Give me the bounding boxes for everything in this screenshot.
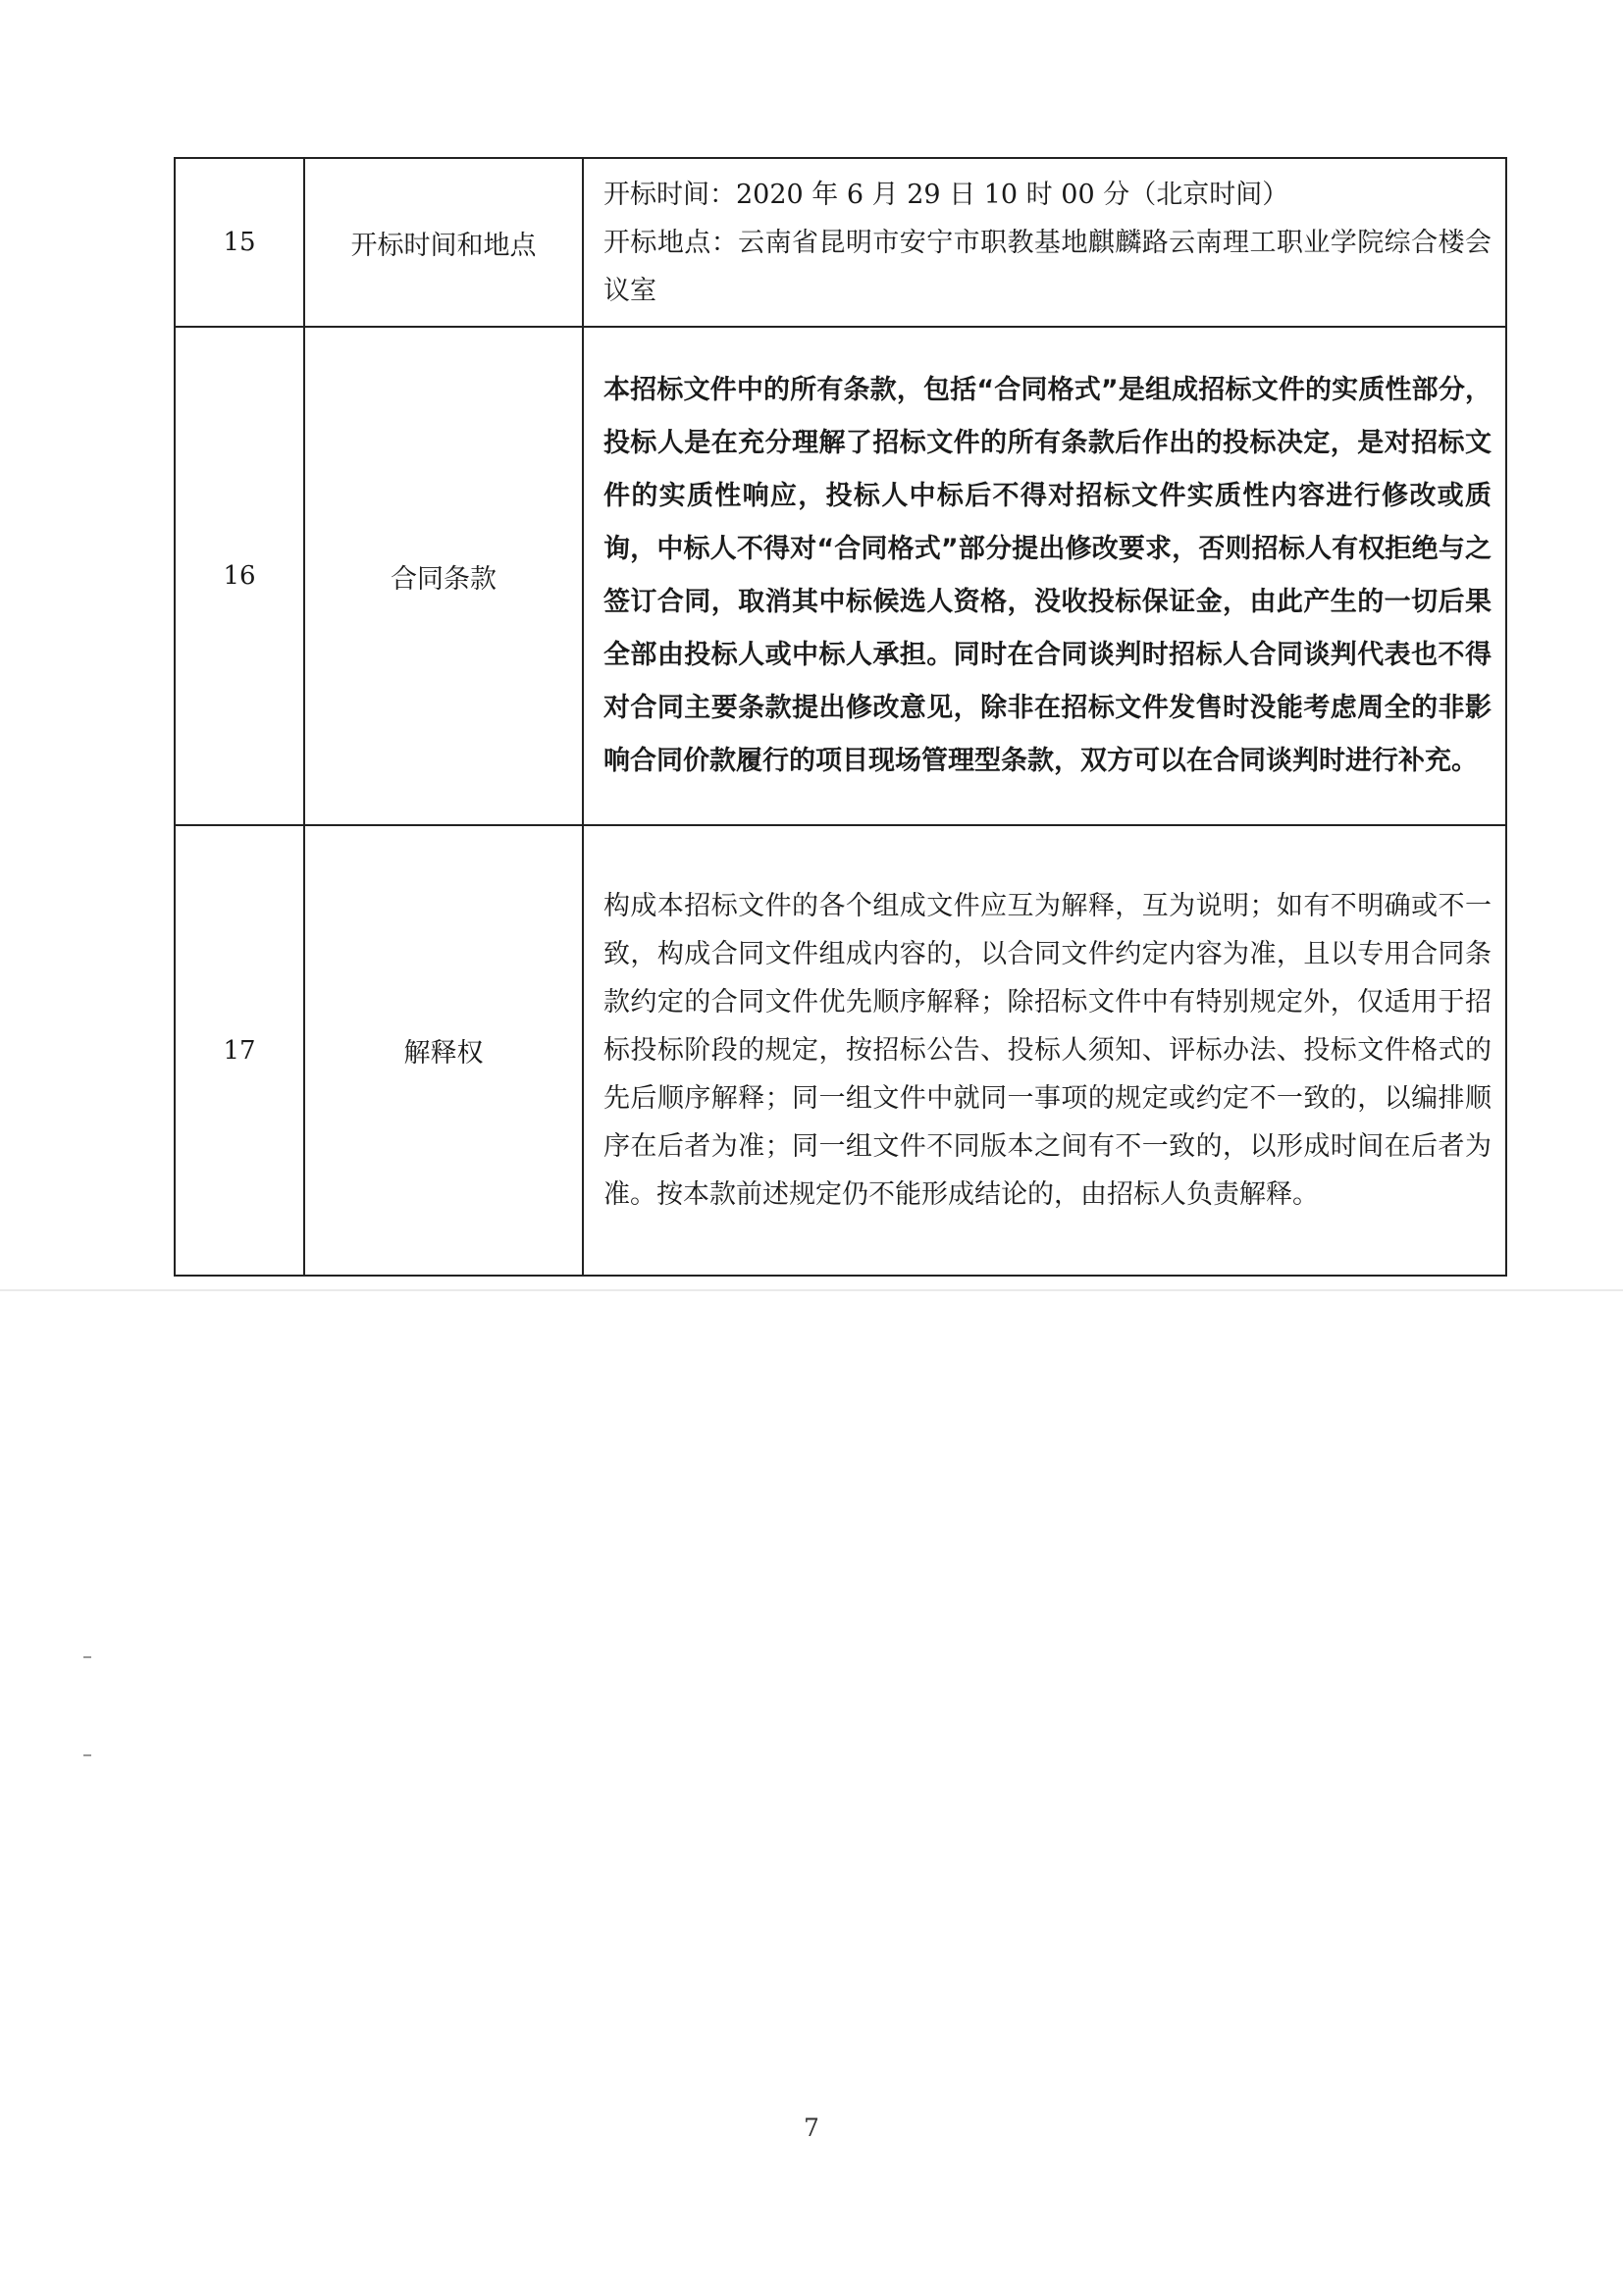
margin-mark — [83, 1754, 91, 1756]
margin-mark — [83, 1656, 91, 1658]
table-row — [175, 327, 1506, 825]
table-row — [175, 158, 1506, 327]
clause-number: 16 — [175, 327, 304, 825]
clause-content — [583, 158, 1506, 327]
clause-name: 解释权 — [304, 825, 583, 1276]
clause-name: 开标时间和地点 — [304, 158, 583, 327]
clause-number: 15 — [175, 158, 304, 327]
opening-time-line: 开标时间：2020 年 6 月 29 日 10 时 00 分（北京时间） — [603, 179, 1289, 210]
clause-name: 合同条款 — [304, 327, 583, 825]
clause-number: 17 — [175, 825, 304, 1276]
clause-content: 构成本招标文件的各个组成文件应互为解释，互为说明；如有不明确或不一致，构成合同文件组成内容的，以合同文件约定内容为准，且以专用合同条款约定的合同文件优先顺序解释；除招标文件中有特别规定外，仅适用于招标投标阶段的规定，按招标公告、投标人须知、评标办法、投标文件格式的先后顺序解释；同一组文件中就同一事项的规定或约定不一致的，以编排顺序在后者为准；同一组文件不同版本之间有不一致的，以形成时间在后者为准。按本款前述规定仍不能形成结论的，由招标人负责解释。 — [583, 825, 1506, 1276]
clause-content: 本招标文件中的所有条款，包括“合同格式”是组成招标文件的实质性部分，投标人是在充分理解了招标文件的所有条款后作出的投标决定，是对招标文件的实质性响应，投标人中标后不得对招标文件实质性内容进行修改或质询，中标人不得对“合同格式”部分提出修改要求，否则招标人有权拒绝与之签订合同，取消其中标候选人资格，没收投标保证金，由此产生的一切后果全部由投标人或中标人承担。同时在合同谈判时招标人合同谈判代表也不得对合同主要条款提出修改意见，除非在招标文件发售时没能考虑周全的非影响合同价款履行的项目现场管理型条款，双方可以在合同谈判时进行补充。 — [583, 327, 1506, 825]
scan-divider — [0, 1289, 1623, 1291]
clause-table — [174, 157, 1507, 1277]
opening-location-line: 开标地点：云南省昆明市安宁市职教基地麒麟路云南理工职业学院综合楼会议室 — [603, 227, 1492, 306]
page-number: 7 — [804, 2113, 819, 2142]
table-row — [175, 825, 1506, 1276]
